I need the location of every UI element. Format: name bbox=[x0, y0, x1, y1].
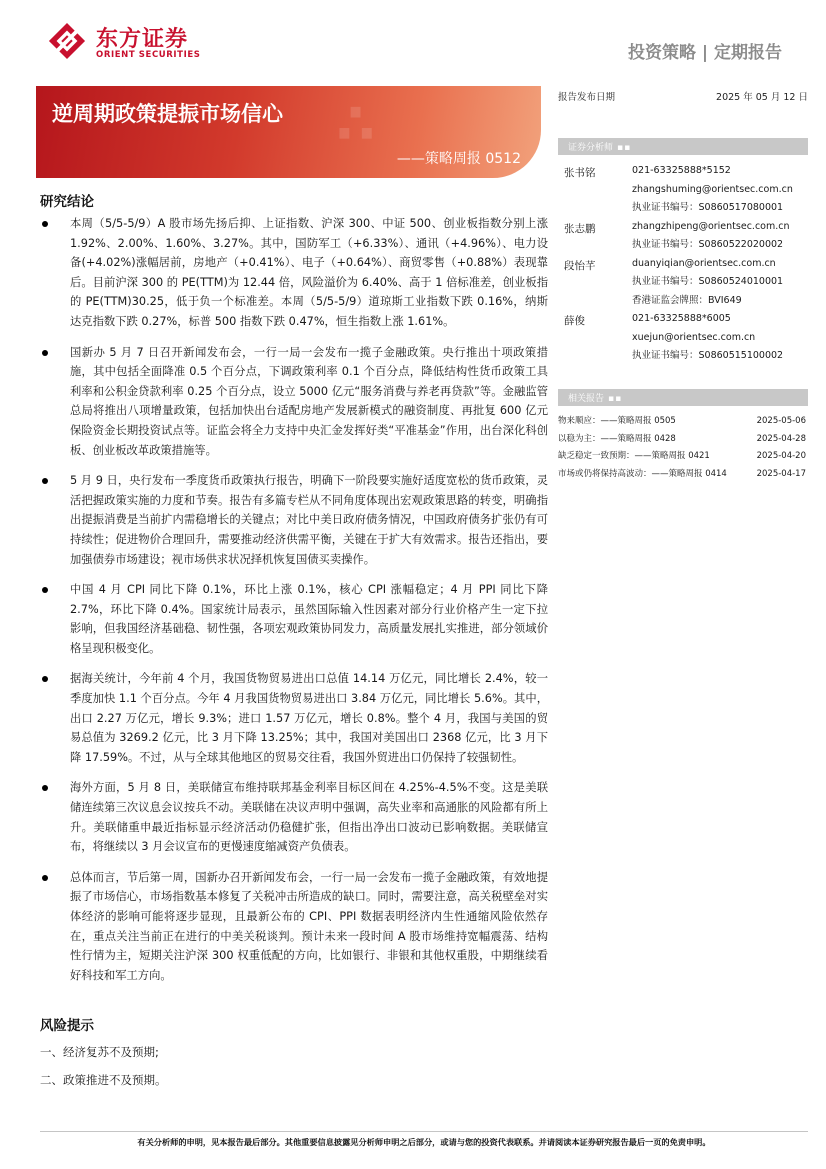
analyst-item bbox=[562, 310, 812, 366]
bullet-icon bbox=[42, 478, 48, 484]
title-banner bbox=[36, 86, 541, 178]
analyst-license: 执业证书编号：S0860524010001 bbox=[632, 276, 784, 287]
risk-item: 二、政策推进不及预期。 bbox=[40, 1073, 167, 1087]
document-type: 投资策略 | 定期报告 bbox=[627, 43, 782, 63]
paragraph-text: 据海关统计，今年前 4 个月，我国货物贸易进出口总值 14.14 万亿元，同比增长 2.4%，较一季度加快 1.1 个百分点。今年 4 月我国货物贸易进出口 3.84 万亿元，同比增长 5.6%。其中，出口 2.27 万亿元，增长 9.3%；进口 1.57 万亿元，增长 0.8%。整个 4 月，我国与美国的贸易总值为 3269.2 亿元，比 3 月下降 13.25%；其中，我国对美国出口 2368 亿元，比 3 月下降 17.59%。不过，从与全球其他地区的贸易交往看，我国外贸进出口仍保持了较强韧性。 bbox=[70, 672, 548, 764]
analyst-email[interactable]: zhangzhipeng@orientsec.com.cn bbox=[632, 220, 790, 232]
bullet-icon bbox=[42, 587, 48, 593]
paragraph-text: 海外方面，5 月 8 日，美联储宣布维持联邦基金利率目标区间在 4.25%-4.5%不变。这是美联储连续第三次议息会议按兵不动。美联储在决议声明中强调，高失业率和高通胀的风险都有所上升。美联储重申最近指标显示经济活动仍稳健扩张，但指出净出口波动已影响数据。美联储宣布，将继续以 3 月会议宣布的更慢速度缩减资产负债表。 bbox=[70, 781, 548, 854]
related-report-item[interactable] bbox=[558, 466, 808, 484]
analysts-title: 证券分析师 bbox=[568, 143, 614, 153]
related-report-item[interactable] bbox=[558, 448, 808, 466]
dots-icon: ▪▪ bbox=[617, 143, 632, 153]
conclusion-paragraph bbox=[40, 669, 548, 767]
related-report-date: 2025-05-06 bbox=[756, 416, 806, 426]
analyst-email[interactable]: xuejun@orientsec.com.cn bbox=[632, 331, 756, 343]
related-report-item[interactable] bbox=[558, 413, 808, 431]
analyst-license: 执业证书编号：S0860522020002 bbox=[632, 239, 784, 250]
related-report-date: 2025-04-17 bbox=[756, 468, 806, 479]
orient-logo-icon bbox=[48, 22, 86, 60]
related-report-item[interactable] bbox=[558, 431, 808, 449]
related-title: 相关报告 bbox=[568, 394, 605, 404]
analyst-email[interactable]: duanyiqian@orientsec.com.cn bbox=[632, 257, 776, 269]
conclusion-paragraph bbox=[40, 580, 548, 658]
company-logo bbox=[48, 20, 223, 64]
paragraph-text: 5 月 9 日，央行发布一季度货币政策执行报告，明确下一阶段要实施好适度宽松的货币政策，灵活把握政策实施的力度和节奏。报告有多篇专栏从不同角度体现出宏观政策思路的转变，明确指出提振消费是当前扩内需稳增长的关键点；对比中美日政府债务情况，中国政府债务扩张仍有可持续性；促进物价合理回升，需要推动经济供需平衡，关键在于扩大有效需求。报告还指出，要加强债券市场建设；视市场供求状况择机恢复国债买卖操作。 bbox=[70, 474, 548, 566]
analyst-phone: 021-63325888*6005 bbox=[632, 313, 731, 324]
logo-text-cn: 东方证券 bbox=[96, 27, 189, 52]
analyst-license: 执业证书编号：S0860517080001 bbox=[632, 202, 784, 213]
report-subtitle: ——策略周报 0512 bbox=[396, 151, 521, 167]
conclusion-paragraph bbox=[40, 471, 548, 569]
conclusion-paragraph bbox=[40, 778, 548, 856]
paragraph-text: 本周（5/5-5/9）A 股市场先扬后抑、上证指数、沪深 300、中证 500、创业板指数分别上涨 1.92%、2.00%、1.60%、3.27%。其中，国防军工（+6.33%）、通讯（+4.96%）、电力设备(+4.02%)涨幅居前，房地产（+0.41%）、电子（+0.64%）、商贸零售（+0.88%）表现靠后。目前沪深 300 的 PE(TTM)为 12.44 倍，风险溢价为 6.40%、高于 1 倍标准差，创业板指的 PE(TTM)30.25，低于负一个标准差。本周（5/5-5/9）道琼斯工业指数下跌 0.16%，纳斯达克指数下跌 0.27%，标普 500 指数下跌 0.47%，恒生指数上涨 1.61%。 bbox=[70, 217, 548, 328]
analyst-name: 段怡芊 bbox=[564, 259, 596, 272]
analyst-item bbox=[562, 218, 812, 255]
analyst-item bbox=[562, 162, 812, 218]
related-header bbox=[558, 389, 808, 406]
report-date bbox=[558, 89, 808, 103]
analyst-list bbox=[562, 162, 812, 366]
risk-heading: 风险提示 bbox=[40, 1018, 94, 1034]
conclusion-paragraph bbox=[40, 868, 548, 986]
conclusion-paragraph bbox=[40, 214, 548, 332]
bullet-icon bbox=[42, 350, 48, 356]
report-title: 逆周期政策提振市场信心 bbox=[52, 102, 283, 126]
analyst-name: 张志鹏 bbox=[564, 222, 596, 235]
conclusion-paragraph bbox=[40, 343, 548, 461]
related-report-date: 2025-04-28 bbox=[756, 433, 806, 444]
bullet-icon bbox=[42, 785, 48, 791]
paragraph-text: 中国 4 月 CPI 同比下降 0.1%，环比上涨 0.1%，核心 CPI 涨幅稳定；4 月 PPI 同比下降 2.7%，环比下降 0.4%。国家统计局表示，虽然国际输入性因素对部分行业价格产生一定下拉影响，但我国经济基础稳、韧性强，各项宏观政策协同发力，高质量发展扎实推进，部分领域价格呈现积极变化。 bbox=[70, 583, 548, 655]
related-report-title: 物来顺应：——策略周报 0505 bbox=[558, 416, 676, 426]
bullet-icon bbox=[42, 875, 48, 881]
analyst-item bbox=[562, 255, 812, 311]
analyst-license: 执业证书编号：S0860515100002 bbox=[632, 350, 784, 361]
analyst-name: 张书铭 bbox=[564, 167, 596, 179]
footer-disclaimer: 有关分析师的申明，见本报告最后部分。其他重要信息披露见分析师申明之后部分，或请与您的投资代表联系。并请阅读本证券研究报告最后一页的免责申明。 bbox=[137, 1137, 711, 1147]
paragraph-text: 总体而言，节后第一周，国新办召开新闻发布会，一行一局一会发布一揽子金融政策，有效地提振了市场信心，市场指数基本修复了关税冲击所造成的缺口。同时，需要注意，高关税壁垒对实体经济的影响可能将逐步显现，且最新公布的 CPI、PPI 数据表明经济内生性通缩风险依然存在，重点关注当前正在进行的中美关税谈判。预计未来一段时间 A 股市场维持宽幅震荡、结构性行情为主，短期关注沪深 300 权重低配的方向，比如银行、非银和其他权重股，中期继续看好科技和军工方向。 bbox=[70, 870, 548, 982]
bullet-icon bbox=[42, 221, 48, 227]
related-report-title: 以稳为主：——策略周报 0428 bbox=[558, 433, 676, 444]
related-report-title: 缺乏稳定一致预期：——策略周报 0421 bbox=[558, 451, 710, 461]
conclusion-body bbox=[40, 214, 548, 996]
analyst-hk-license: 香港证监会牌照：BVI649 bbox=[632, 294, 742, 306]
analyst-name: 薛俊 bbox=[564, 315, 585, 327]
report-date-value: 2025 年 05 月 12 日 bbox=[716, 92, 808, 103]
dots-icon: ▪▪ bbox=[608, 394, 623, 404]
logo-text-en: ORIENT SECURITIES bbox=[96, 50, 201, 60]
report-date-label: 报告发布日期 bbox=[558, 92, 616, 103]
footer-divider bbox=[40, 1131, 808, 1132]
analyst-email[interactable]: zhangshuming@orientsec.com.cn bbox=[632, 183, 793, 195]
related-report-title: 市场或仍将保持高波动：——策略周报 0414 bbox=[558, 468, 727, 479]
analyst-phone: 021-63325888*5152 bbox=[632, 165, 731, 176]
conclusion-heading: 研究结论 bbox=[40, 194, 94, 210]
related-report-date: 2025-04-20 bbox=[756, 451, 806, 461]
related-report-list bbox=[558, 413, 808, 483]
analysts-header bbox=[558, 138, 808, 155]
banner-decoration: ∴ bbox=[336, 92, 373, 157]
risk-item: 一、经济复苏不及预期; bbox=[40, 1045, 159, 1059]
bullet-icon bbox=[42, 676, 48, 682]
paragraph-text: 国新办 5 月 7 日召开新闻发布会，一行一局一会发布一揽子金融政策。央行推出十项政策措施，其中包括全面降准 0.5 个百分点，下调政策利率 0.1 个百分点，降低结构性货币政策工具利率和公积金贷款利率 0.25 个百分点，设立 5000 亿元“服务消费与养老再贷款”等。金融监管总局将推出八项增量政策，包括加快出台适配房地产发展新模式的融资制度、再批复 600 亿元保险资金长期投资试点等。证监会将全力支持中央汇金发挥好类“平准基金”作用，出台深化科创板、创业板改革政策措施等。 bbox=[70, 345, 548, 457]
